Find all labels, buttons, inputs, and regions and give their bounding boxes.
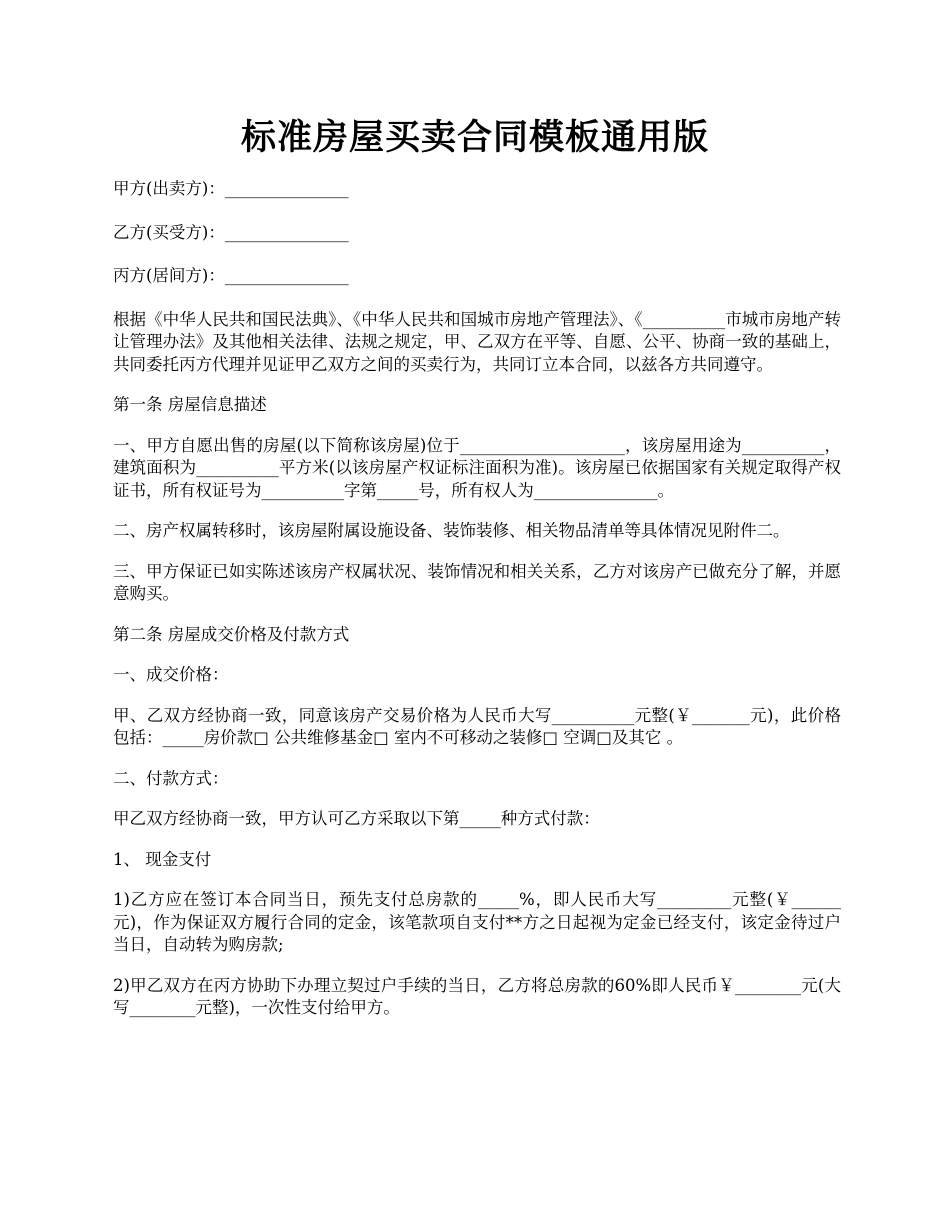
article-1-clause-3: 三、甲方保证已如实陈述该房产权属状况、装饰情况和相关关系，乙方对该房产已做充分了解，并愿意购买。 (113, 561, 841, 603)
document-title: 标准房屋买卖合同模板通用版 (240, 117, 709, 158)
cash-payment-item-1: 1)乙方应在签订本合同当日，预先支付总房款的_____%，即人民币大写_________元整(￥______元)，作为保证双方履行合同的定金，该笔款项自支付**方之日起视为定金已经支付，该定金待过户当日，自动转为购房款; (113, 890, 841, 954)
article-1-clause-2: 二、房产权属转移时，该房屋附属设施设备、装饰装修、相关物品清单等具体情况见附件二。 (113, 521, 790, 540)
party-b-line: 乙方(买受方)：_______________ (113, 222, 349, 242)
cash-payment-heading: 1、 现金支付 (113, 849, 212, 869)
payment-heading: 二、付款方式： (113, 768, 229, 788)
price-paragraph: 甲、乙双方经协商一致，同意该房产交易价格为人民币大写__________元整(￥_______元)，此价格包括：_____房价款□ 公共维修基金□ 室内不可移动之装修□ 空调□及其它 。 (113, 705, 841, 747)
party-a-line: 甲方(出卖方)：_______________ (113, 179, 349, 198)
article-1-heading: 第一条 房屋信息描述 (113, 395, 267, 414)
document-body (113, 178, 841, 1038)
party-c-line: 丙方(居间方)：_______________ (113, 266, 349, 285)
payment-choice-paragraph: 甲乙双方经协商一致，甲方认可乙方采取以下第_____种方式付款： (113, 809, 600, 828)
cash-payment-item-2: 2)甲乙双方在丙方协助下办理立契过户手续的当日，乙方将总房款的60%即人民币￥________元(大写________元整)，一次性支付给甲方。 (113, 975, 841, 1017)
price-heading: 一、成交价格： (113, 665, 229, 684)
article-1-clause-1: 一、甲方自愿出售的房屋(以下简称该房屋)位于____________________，该房屋用途为__________，建筑面积为__________平方米(以该房屋产权证标注面积为准)。该房屋已依据国家有关规定取得产权证书，所有权证号为__________字第_____号，所有权人为_______________。 (113, 435, 841, 500)
article-2-heading: 第二条 房屋成交价格及付款方式 (113, 624, 350, 644)
preamble-paragraph: 根据《中华人民共和国民法典》、《中华人民共和国城市房地产管理法》、《__________市城市房地产转让管理办法》及其他相关法律、法规之规定，甲、乙双方在平等、自愿、公平、协商一致的基础上，共同委托丙方代理并见证甲乙双方之间的买卖行为，共同订立本合同，以兹各方共同遵守。 (113, 309, 841, 374)
